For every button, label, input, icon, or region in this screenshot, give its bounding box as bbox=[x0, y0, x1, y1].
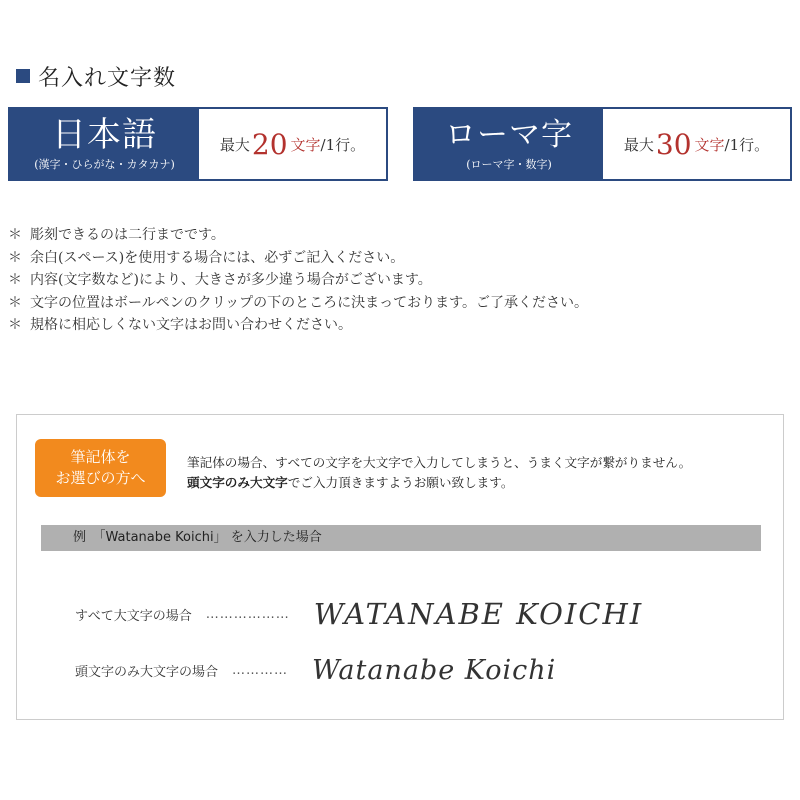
note-text: 余白(スペース)を使用する場合には、必ずご記入ください。 bbox=[30, 249, 405, 266]
example-row-sample: WATANABE KOICHI bbox=[313, 597, 644, 631]
note-text: 彫刻できるのは二行までです。 bbox=[30, 227, 225, 243]
japanese-limit-box bbox=[8, 107, 388, 181]
example-row-leader: ……………… bbox=[205, 606, 290, 622]
japanese-limit-suffix: /1行。 bbox=[320, 135, 366, 154]
note-item bbox=[8, 247, 588, 270]
cursive-intro-text bbox=[187, 453, 691, 493]
intro-line-1: 筆記体の場合、すべての文字を大文字で入力してしまうと、うまく文字が繋がりません。 bbox=[187, 455, 692, 470]
roman-subtitle: (ローマ字・数字) bbox=[466, 158, 552, 171]
note-item bbox=[8, 269, 588, 292]
roman-limit-unit: 文字 bbox=[694, 135, 725, 154]
roman-limit-box bbox=[413, 107, 792, 181]
cursive-notice-badge bbox=[35, 439, 166, 497]
japanese-label-block bbox=[10, 109, 199, 179]
note-text: 文字の位置はボールペンのクリップの下のところに決まっております。ご了承ください。 bbox=[30, 294, 589, 311]
japanese-title: 日本語 bbox=[52, 115, 157, 155]
note-text: 内容(文字数など)により、大きさが多少違う場合がございます。 bbox=[30, 272, 432, 288]
roman-title: ローマ字 bbox=[445, 117, 573, 153]
intro-emphasis: 頭文字のみ大文字 bbox=[187, 475, 288, 490]
heading-text: 名入れ文字数 bbox=[38, 65, 177, 91]
japanese-limit-prefix: 最大 bbox=[219, 135, 250, 154]
note-item bbox=[8, 292, 588, 315]
japanese-limit-number: 20 bbox=[251, 127, 288, 161]
heading-square-icon bbox=[16, 69, 30, 83]
note-item bbox=[8, 314, 588, 337]
japanese-limit-unit: 文字 bbox=[290, 135, 321, 154]
intro-line-2 bbox=[187, 473, 691, 493]
example-row-label: 頭文字のみ大文字の場合 bbox=[75, 665, 219, 680]
example-row-label: すべて大文字の場合 bbox=[75, 608, 192, 624]
example-row-leader: ………… bbox=[232, 663, 289, 678]
cursive-example-panel bbox=[16, 414, 784, 720]
asterisk-icon: ＊ bbox=[8, 272, 22, 288]
example-row-initial-caps bbox=[75, 655, 556, 686]
example-row-sample: Watanabe Koichi bbox=[312, 655, 557, 686]
section-heading bbox=[16, 58, 176, 94]
roman-limit-number: 30 bbox=[655, 127, 692, 161]
asterisk-icon: ＊ bbox=[8, 249, 22, 266]
roman-limit-text bbox=[603, 109, 790, 179]
example-row-all-caps bbox=[75, 597, 643, 631]
badge-line-2: お選びの方へ bbox=[55, 469, 146, 487]
example-header-bar: 例 「Watanabe Koichi」 を入力した場合 bbox=[41, 525, 761, 551]
intro-rest: でご入力頂きますようお願い致します。 bbox=[287, 475, 514, 490]
note-text: 規格に相応しくない文字はお問い合わせください。 bbox=[30, 317, 352, 333]
notes-list bbox=[8, 224, 588, 337]
asterisk-icon: ＊ bbox=[8, 294, 22, 311]
roman-label-block bbox=[415, 109, 603, 179]
asterisk-icon: ＊ bbox=[8, 317, 22, 333]
roman-limit-suffix: /1行。 bbox=[724, 135, 770, 154]
badge-line-1: 筆記体を bbox=[70, 448, 131, 466]
japanese-limit-text bbox=[199, 109, 386, 179]
roman-limit-prefix: 最大 bbox=[623, 135, 654, 154]
note-item bbox=[8, 224, 588, 247]
japanese-subtitle: (漢字・ひらがな・カタカナ) bbox=[34, 158, 175, 171]
asterisk-icon: ＊ bbox=[8, 227, 22, 243]
